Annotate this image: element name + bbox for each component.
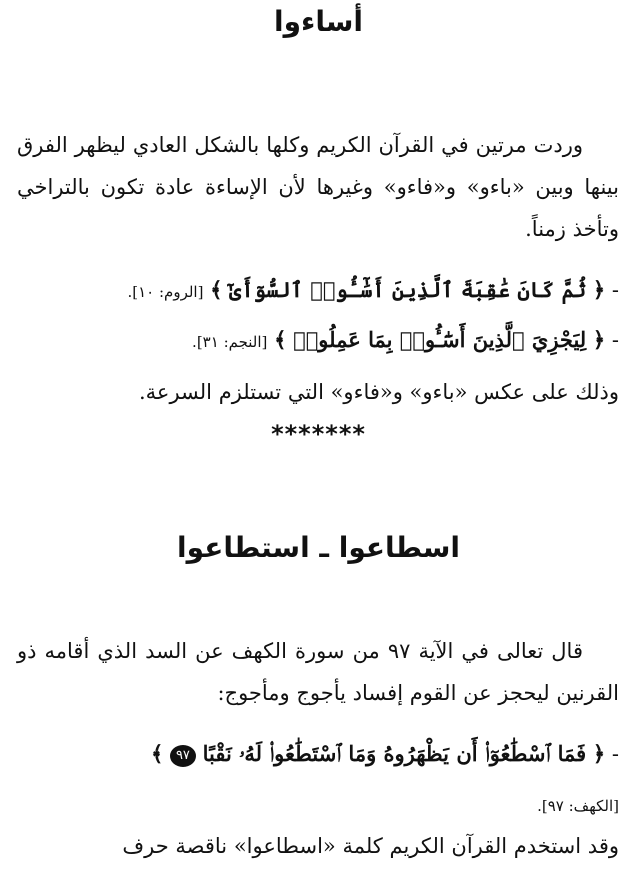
verse-reference: [الروم: ١٠].: [127, 283, 204, 301]
section-title-asaou: أساءوا: [274, 5, 363, 38]
ornate-close-bracket: ﴾: [210, 277, 223, 302]
section2-paragraph: قال تعالى في الآية ٩٧ من سورة الكهف عن السد الذي أقامه ذو القرنين ليحجز عن القوم إفساد يأجوج ومأجوج:: [17, 639, 619, 705]
ornate-open-bracket: ﴿: [592, 741, 606, 766]
list-dash: -: [611, 328, 619, 352]
section2-last-line: وقد استخدم القرآن الكريم كلمة «اسطاعوا» ناقصة حرف: [122, 834, 619, 858]
section1-paragraph: وردت مرتين في القرآن الكريم وكلها بالشكل العادي ليظهر الفرق بينها وبين «باءو» و«فاءو» وغيرها لأن الإساءة عادة تكون بالتراخي وتأخذ زمناً.: [17, 133, 619, 241]
verse-reference: [الكهف: ٩٧].: [537, 797, 619, 815]
quran-verse: ثُمَّ كَانَ عَٰقِبَةَ ٱلَّذِينَ أَسَٰٓـُٔوا۟ ٱلسُّوٓأَىٰٓ: [229, 277, 587, 302]
verse-item-kahf: [17, 734, 619, 774]
section-separator: *******: [271, 420, 366, 448]
ayah-number-badge: ٩٧: [170, 745, 196, 767]
list-dash: -: [611, 742, 619, 766]
ornate-close-bracket: ﴾: [274, 327, 287, 352]
verse-item-najm: [17, 320, 619, 362]
verse-reference: [النجم: ٣١].: [192, 333, 268, 351]
ornate-close-bracket: ﴾: [150, 741, 164, 766]
quran-verse: لِيَجْزِيَ ٱلَّذِينَ أَسَٰٓـُٔوا۟ بِمَا عَمِلُوا۟: [293, 327, 587, 352]
verse-item-rum: [17, 270, 619, 312]
list-dash: -: [611, 278, 619, 302]
ornate-open-bracket: ﴿: [592, 327, 606, 352]
quran-verse: فَمَا ٱسْطَٰعُوٓا۟ أَن يَظْهَرُوهُ وَمَا ٱسْتَطَٰعُوا۟ لَهُۥ نَقْبًا: [202, 741, 587, 766]
section-title-astaou: اسطاعوا ـ استطاعوا: [177, 531, 460, 564]
verse-reference-kahf: [17, 784, 619, 826]
ornate-open-bracket: ﴿: [592, 277, 606, 302]
section1-closing: وذلك على عكس «باءو» و«فاءو» التي تستلزم السرعة.: [139, 380, 619, 404]
